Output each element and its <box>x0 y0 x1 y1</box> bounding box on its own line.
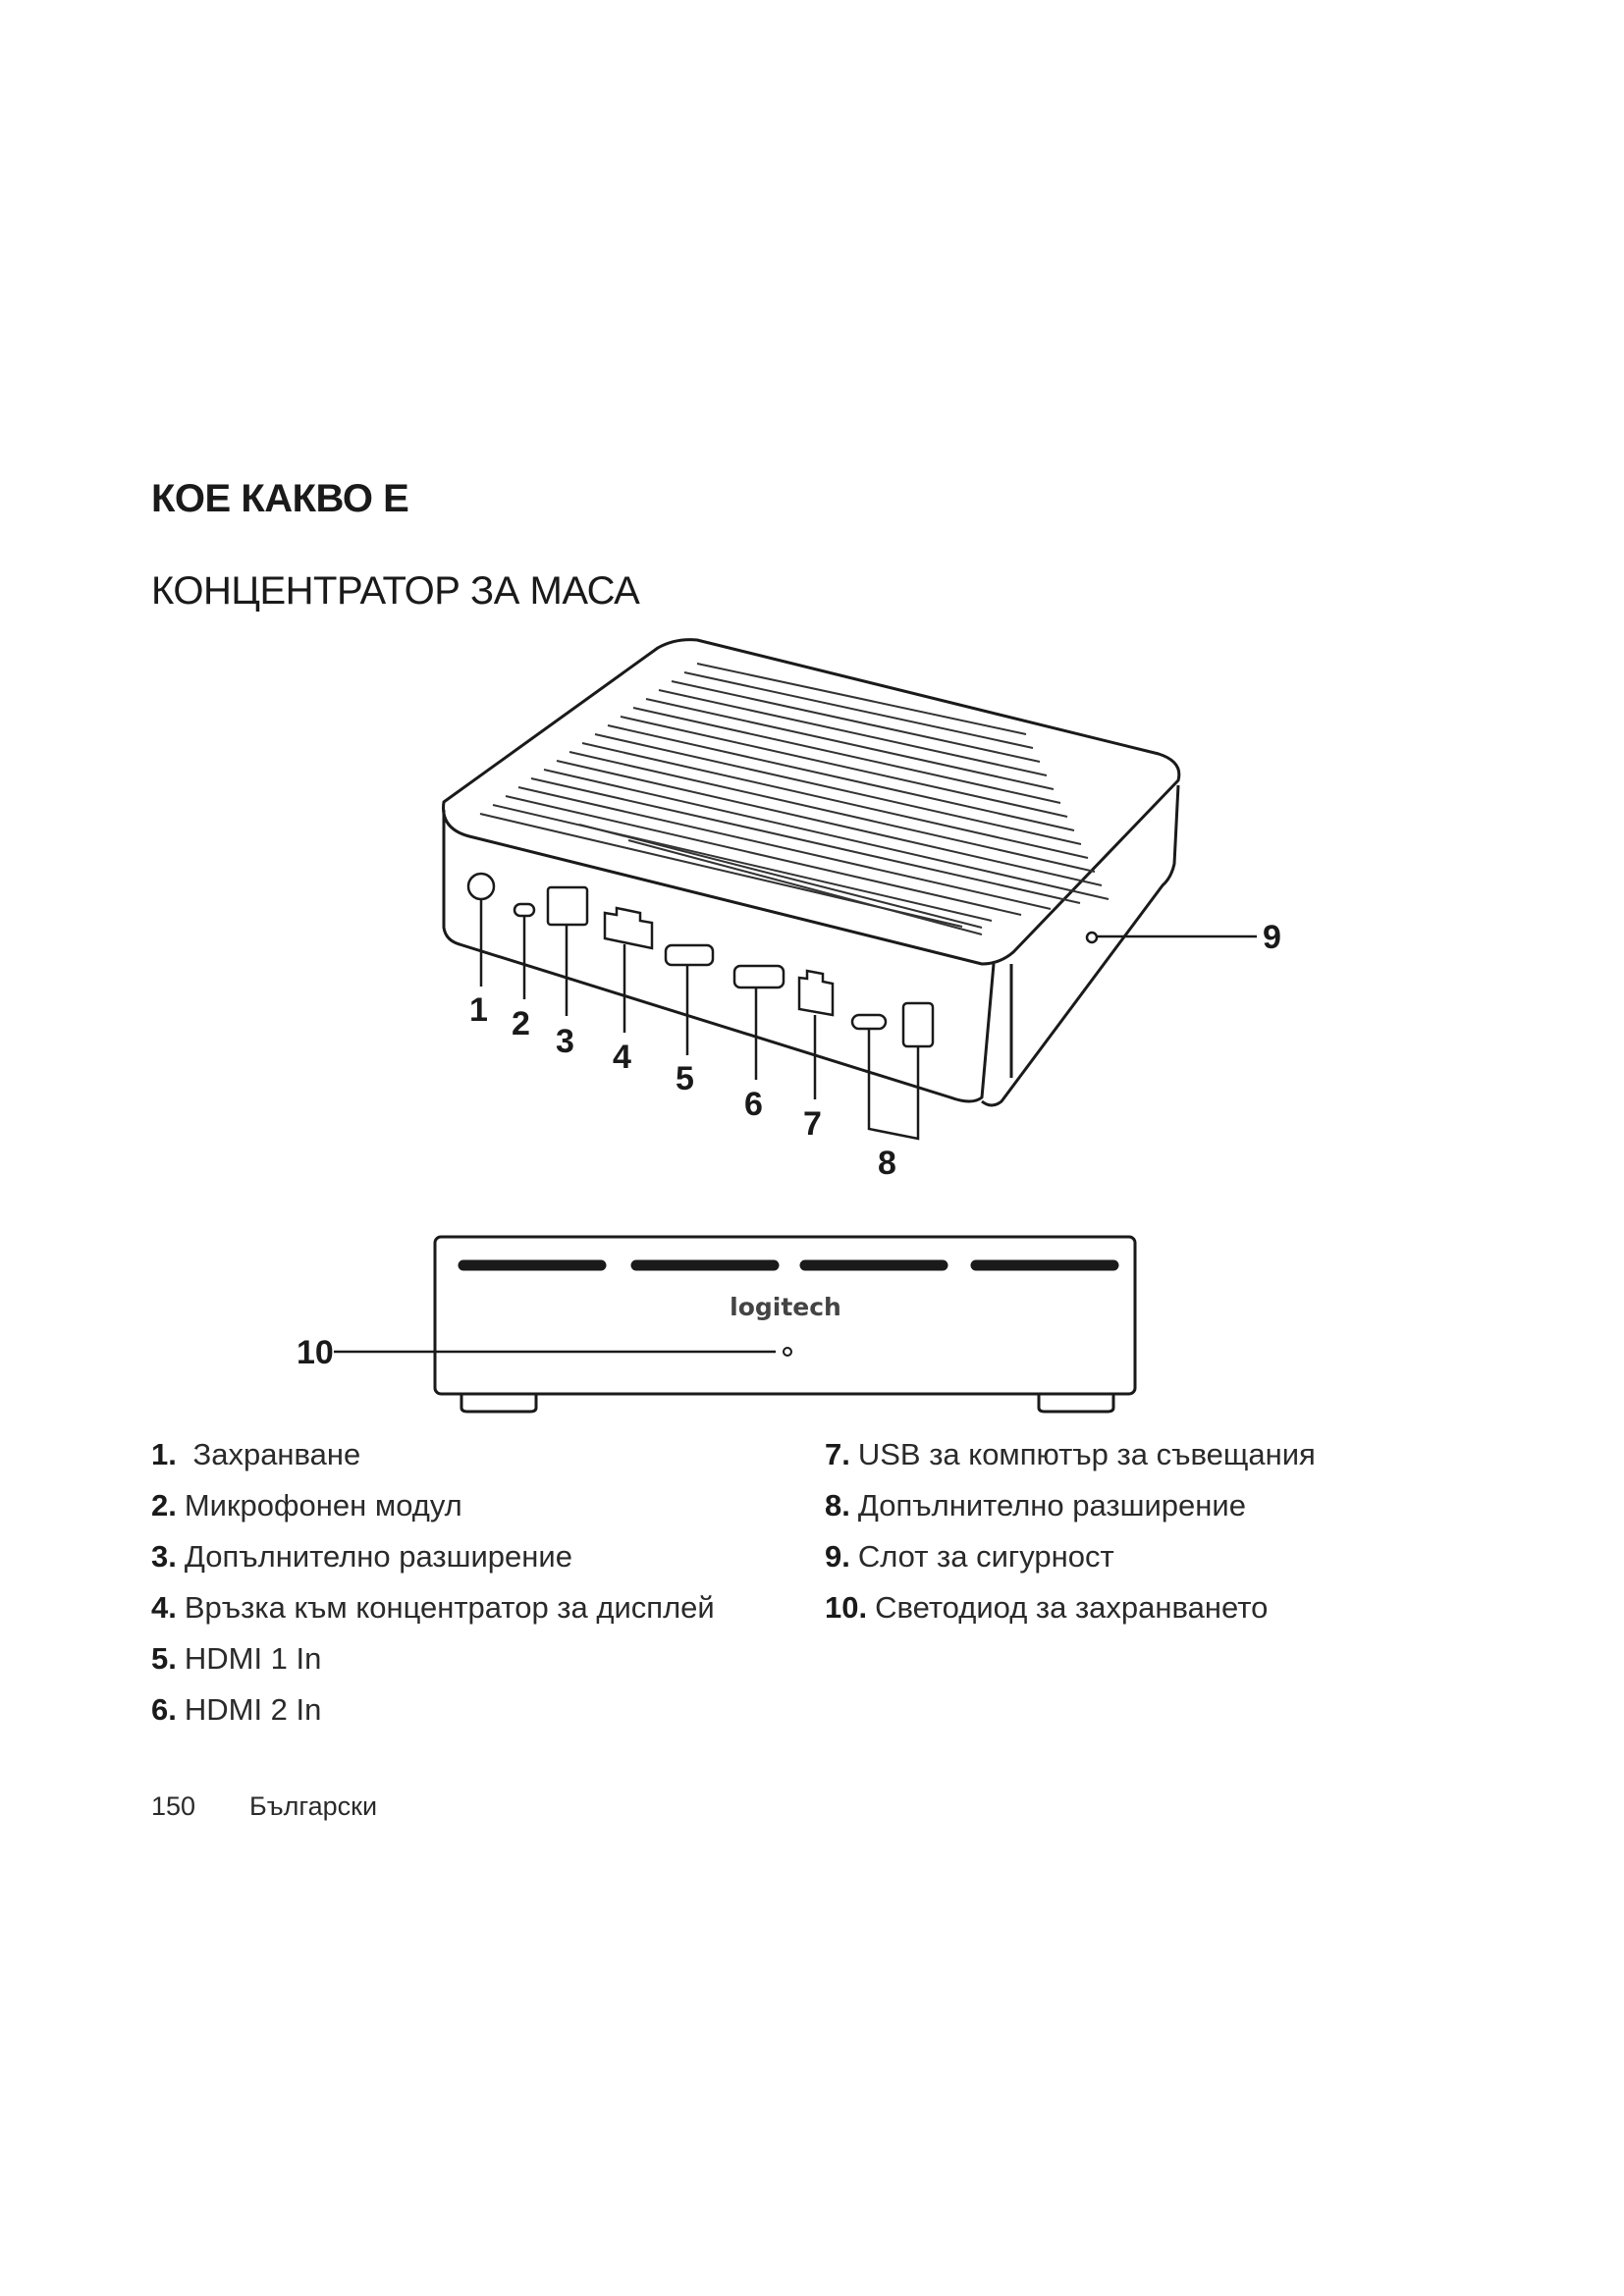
legend-text: Връзка към концентратор за дисплей <box>184 1590 715 1625</box>
legend-num: 2. <box>151 1488 177 1522</box>
callout-6: 6 <box>744 1086 763 1123</box>
hub-front-illustration <box>0 1217 1624 1453</box>
legend-item <box>825 1480 1316 1531</box>
power-port <box>468 874 494 899</box>
callout-4: 4 <box>613 1039 631 1076</box>
legend-item <box>151 1531 715 1582</box>
legend-right <box>825 1429 1316 1633</box>
legend-text: Микрофонен модул <box>184 1488 462 1522</box>
callout-5: 5 <box>676 1060 694 1097</box>
mic-port <box>514 904 534 916</box>
legend-num: 9. <box>825 1539 850 1574</box>
legend-num: 4. <box>151 1590 177 1625</box>
legend-left <box>151 1429 715 1735</box>
security-slot <box>1087 933 1097 942</box>
expansion-port <box>548 887 587 925</box>
hdmi1-port <box>666 945 713 965</box>
legend-num: 10. <box>825 1590 868 1625</box>
callout-9: 9 <box>1263 919 1281 956</box>
callout-8: 8 <box>878 1145 896 1182</box>
legend-item <box>151 1480 715 1531</box>
legend-item <box>151 1633 715 1684</box>
legend-item <box>151 1684 715 1735</box>
top-vents <box>480 664 1109 934</box>
legend-item <box>825 1531 1316 1582</box>
legend-num: 5. <box>151 1641 177 1676</box>
section-subheading: КОНЦЕНТРАТОР ЗА МАСА <box>151 569 640 613</box>
right-foot <box>1039 1394 1113 1412</box>
legend-text: Допълнително разширение <box>184 1539 572 1574</box>
page-heading: КОЕ КАКВО Е <box>151 477 409 520</box>
logitech-logo: logitech <box>730 1293 841 1321</box>
power-led <box>784 1348 791 1356</box>
page-number: 150 <box>151 1791 196 1821</box>
legend-item <box>151 1429 715 1480</box>
ethernet-port <box>605 908 652 948</box>
legend-item <box>151 1582 715 1633</box>
callout-2: 2 <box>512 1005 530 1042</box>
callout-10: 10 <box>297 1334 334 1371</box>
usb-port <box>799 971 833 1015</box>
legend-text: HDMI 1 In <box>184 1641 322 1676</box>
legend-text: USB за компютър за съвещания <box>857 1437 1316 1471</box>
legend-num: 1. <box>151 1437 177 1471</box>
callout-3: 3 <box>556 1023 574 1060</box>
legend-text: Захранване <box>192 1437 361 1471</box>
legend-text: Слот за сигурност <box>857 1539 1114 1574</box>
callout-7: 7 <box>803 1105 822 1143</box>
legend-num: 7. <box>825 1437 850 1471</box>
legend-text: HDMI 2 In <box>184 1692 322 1727</box>
usbc-port <box>852 1015 886 1029</box>
legend-item <box>825 1429 1316 1480</box>
footer-language: Български <box>249 1791 378 1821</box>
legend-item <box>825 1582 1316 1633</box>
page-footer <box>151 1791 377 1822</box>
legend-num: 6. <box>151 1692 177 1727</box>
left-foot <box>461 1394 536 1412</box>
callout-1: 1 <box>469 991 488 1029</box>
hdmi2-port <box>734 966 784 988</box>
legend-num: 8. <box>825 1488 850 1522</box>
legend-num: 3. <box>151 1539 177 1574</box>
legend-text: Светодиод за захранването <box>875 1590 1269 1625</box>
legend-text: Допълнително разширение <box>857 1488 1246 1522</box>
usb-port-2 <box>903 1003 933 1046</box>
